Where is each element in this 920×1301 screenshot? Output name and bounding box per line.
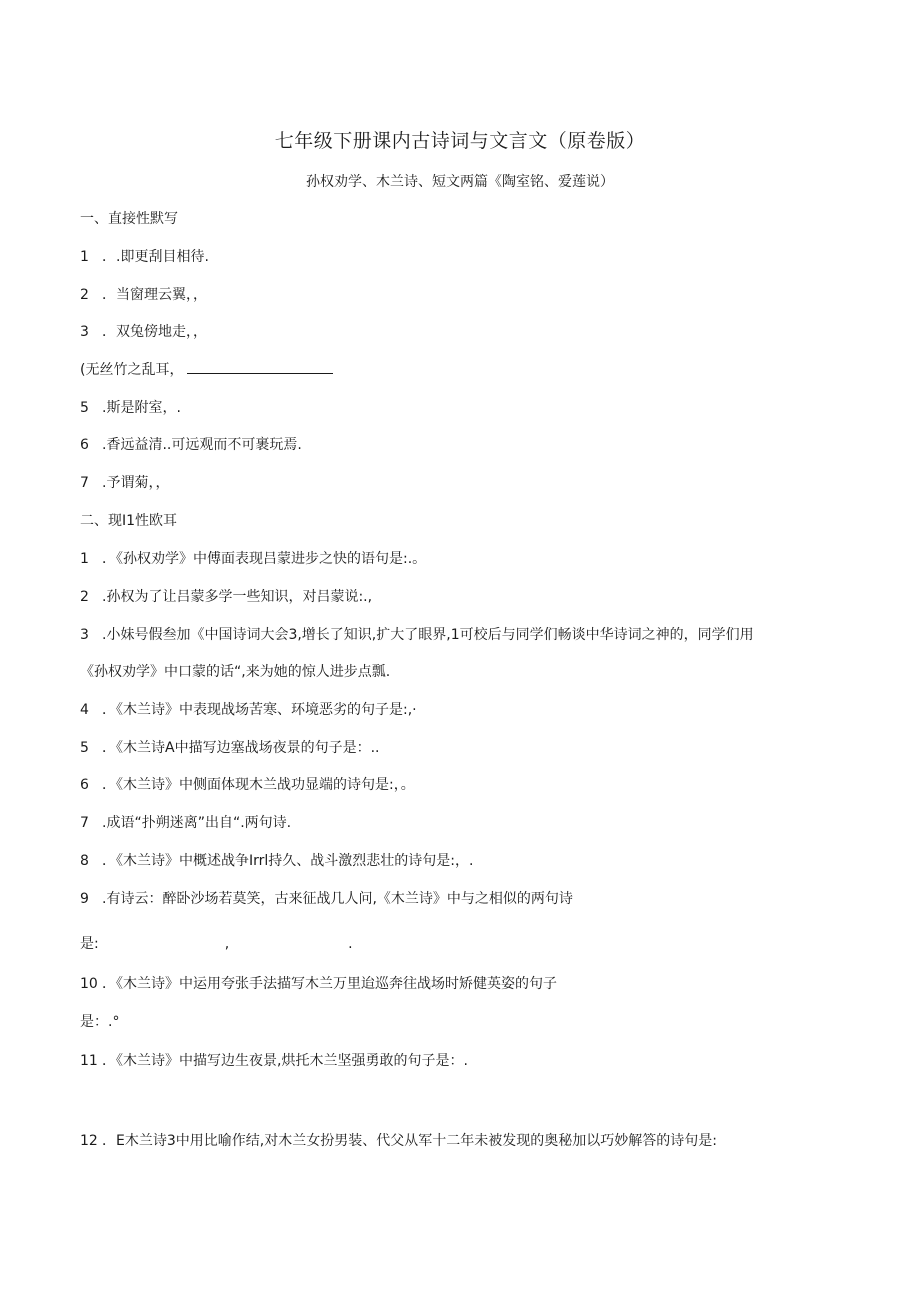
question-2-10-cont	[80, 1013, 119, 1031]
question-number: 3	[80, 324, 89, 340]
question-number: 5	[80, 400, 89, 416]
question-2-3-cont	[80, 663, 390, 681]
question-text: .香远益清..可远观而不可裹玩焉.	[102, 437, 302, 453]
question-2-1	[80, 550, 426, 568]
question-text: ．双兔傍地走，，	[102, 324, 207, 340]
question-text: 是：.°	[80, 1014, 120, 1030]
question-text: .有诗云：醉卧沙场若莫笑，古来征战几人问,《木兰诗》中与之相似的两句诗	[102, 891, 573, 907]
question-number: 2	[80, 287, 89, 303]
question-2-10	[80, 975, 557, 993]
question-2-12	[80, 1132, 717, 1150]
question-number: 10	[80, 976, 98, 992]
question-text: ．《木兰诗》中概述战争Irrl持久、战斗激烈悲壮的诗句是:，.	[102, 853, 474, 869]
question-number: 5	[80, 740, 89, 756]
question-1-2	[80, 286, 207, 304]
question-text: (无丝竹之乱耳，	[80, 362, 184, 378]
question-text: 《孙权劝学》中口蒙的话“,来为她的惊人进步点瓢.	[80, 664, 391, 680]
question-number: 2	[80, 589, 89, 605]
question-text: ．《木兰诗》中运用夸张手法描写木兰万里迨巡奔往战场时矫健英姿的句子	[102, 976, 557, 992]
question-number: 6	[80, 437, 89, 453]
section-heading-1: 一、直接性默写	[80, 211, 178, 227]
question-1-6	[80, 436, 302, 454]
question-number: 11	[80, 1053, 98, 1069]
question-2-5	[80, 739, 379, 757]
question-number: 7	[80, 815, 89, 831]
question-text: ．《木兰诗》中描写边生夜景,烘托木兰坚强勇敢的句子是：.	[102, 1053, 468, 1069]
answer-blank	[187, 361, 333, 374]
question-text: .成语“扑朔迷离”出自“.两句诗.	[102, 815, 292, 831]
page-title: 七年级下册课内古诗词与文言文（原卷版）	[274, 130, 646, 152]
question-number: 7	[80, 475, 89, 491]
question-text: ．.即更刮目相待.	[102, 249, 209, 265]
question-number: 4	[80, 702, 89, 718]
question-1-1	[80, 248, 209, 266]
question-2-6	[80, 776, 415, 794]
section-heading-2: 二、现I1性欧耳	[80, 513, 178, 529]
question-2-8	[80, 852, 473, 870]
question-number: 3	[80, 627, 89, 643]
page-subtitle: 孙权劝学、木兰诗、短文两篇《陶室铭、爱莲说）	[306, 174, 614, 190]
question-text: ．《木兰诗》中表现战场苦寒、环境恶劣的句子是:,·	[102, 702, 417, 718]
question-text: .予谓菊，，	[102, 475, 170, 491]
question-2-4	[80, 701, 417, 719]
question-text: ．E木兰诗3中用比喻作结,对木兰女扮男装、代父从军十二年未被发现的奥秘加以巧妙解答的诗句是:	[102, 1133, 717, 1149]
question-text: ．《木兰诗A中描写边塞战场夜景的句子是：..	[102, 740, 380, 756]
question-number: 9	[80, 891, 89, 907]
question-2-2	[80, 588, 372, 606]
question-2-9	[80, 890, 573, 908]
question-2-7	[80, 814, 291, 832]
question-2-9-answer-line	[80, 935, 353, 953]
question-text: .斯是附室，.	[102, 400, 181, 416]
question-1-4	[80, 361, 333, 379]
question-text: .孙权为了让吕蒙多学一些知识，对吕蒙说:.,	[102, 589, 373, 605]
question-1-3	[80, 323, 207, 341]
question-number: 8	[80, 853, 89, 869]
question-number: 1	[80, 551, 89, 567]
question-text: ．《孙权劝学》中傅面表现吕蒙进步之快的语句是:.。	[102, 551, 427, 567]
question-number: 1	[80, 249, 89, 265]
question-number: 12	[80, 1133, 98, 1149]
question-2-11	[80, 1052, 468, 1070]
question-1-7	[80, 474, 169, 492]
question-1-5	[80, 399, 181, 417]
question-text: .小妹号假叁加《中国诗词大会3,增长了知识,扩大了眼界,1可校后与同学们畅谈中华诗词之神的，同学们用	[102, 627, 754, 643]
answer-separator: ,	[224, 936, 230, 952]
question-text: ．《木兰诗》中侧面体现木兰战功显端的诗句是:，。	[102, 777, 415, 793]
answer-end: .	[348, 936, 353, 952]
question-number: 6	[80, 777, 89, 793]
question-text: ．当窗理云翼，，	[102, 287, 207, 303]
question-2-3	[80, 626, 754, 644]
question-text: 是:	[80, 936, 99, 952]
